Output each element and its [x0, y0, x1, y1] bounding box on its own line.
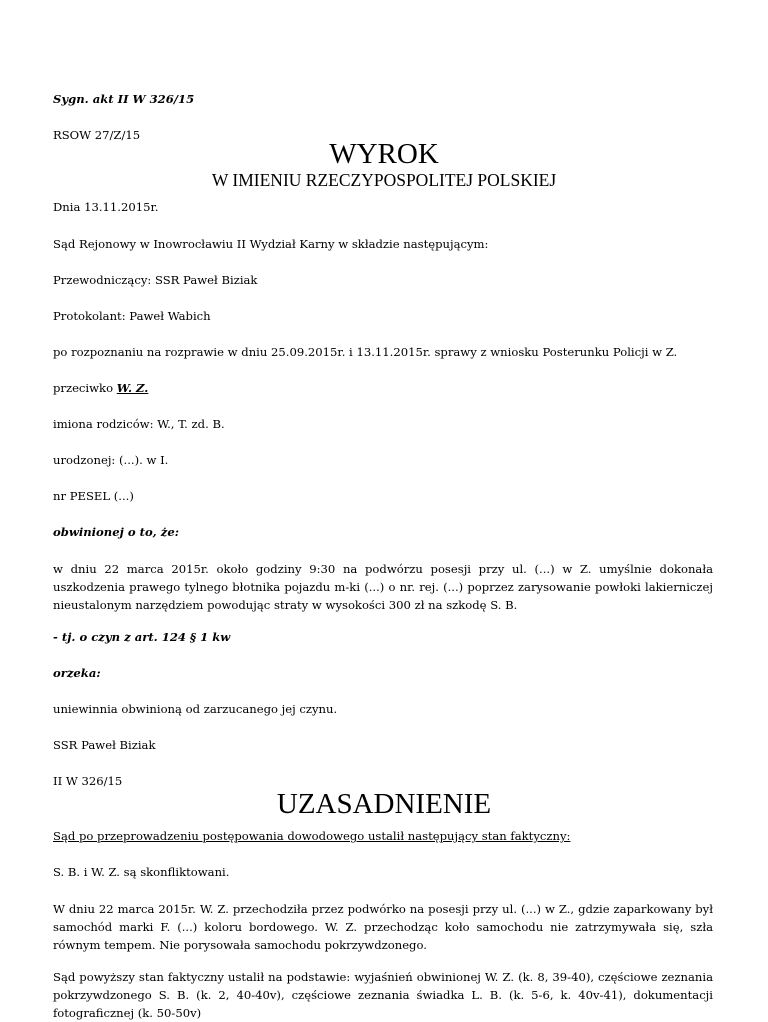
justification-intro: Sąd po przeprowadzeniu postępowania dowodowego ustalił następujący stan faktyczny: — [53, 829, 571, 843]
against-line — [53, 380, 713, 397]
article-line: - tj. o czyn z art. 124 § 1 kw — [53, 630, 231, 644]
birth-line: urodzonej: (...). w I. — [53, 453, 169, 467]
justification-title: UZASADNIENIE — [276, 788, 492, 820]
ruling-text: uniewinnia obwinioną od zarzucanego jej czynu. — [53, 702, 338, 716]
court-composition: Sąd Rejonowy w Inowrocławiu II Wydział Karny w składzie następującym: — [53, 237, 489, 251]
court-clerk: Protokolant: Paweł Wabich — [53, 309, 211, 323]
charge-paragraph: w dniu 22 marca 2015r. około godziny 9:30 na podwórzu posesji przy ul. (...) w Z. umyślnie dokonała uszkodzenia prawego tylnego błotnika pojazdu m-ki (...) o nr. rej. (...) poprzez zarysowanie powłoki lakierniczej nieustalonym narzędziem powodując straty w wysokości 300 zł na szkodę S. B. — [53, 562, 713, 612]
against-prefix: przeciwko — [53, 381, 117, 395]
presiding-judge: Przewodniczący: SSR Paweł Biziak — [53, 273, 258, 287]
verdict-date: Dnia 13.11.2015r. — [53, 200, 159, 214]
justification-paragraph-1: S. B. i W. Z. są skonfliktowani. — [53, 865, 230, 879]
proceedings-line: po rozpoznaniu na rozprawie w dniu 25.09.2015r. i 13.11.2015r. sprawy z wniosku Posterunku Policji w Z. — [53, 345, 678, 359]
pesel-line: nr PESEL (...) — [53, 489, 134, 503]
accused-heading: obwinionej o to, że: — [53, 525, 179, 539]
case-signature: Sygn. akt II W 326/15 — [53, 92, 195, 106]
accused-name: W. Z. — [116, 381, 149, 395]
judge-signature: SSR Paweł Biziak — [53, 738, 156, 752]
verdict-subtitle: W IMIENIU RZECZYPOSPOLITEJ POLSKIEJ — [211, 170, 557, 190]
rsow-number: RSOW 27/Z/15 — [53, 128, 141, 142]
ruling-heading: orzeka: — [53, 666, 101, 680]
parents-line: imiona rodziców: W., T. zd. B. — [53, 417, 225, 431]
justification-paragraph-2: W dniu 22 marca 2015r. W. Z. przechodziła przez podwórko na posesji przy ul. (...) w Z., gdzie zaparkowany był samochód marki F. (...) koloru bordowego. W. Z. przechodząc koło samochodu nie zatrzymywała się, szła równym tempem. Nie porysowała samochodu pokrzywdzonego. — [53, 902, 713, 952]
justification-paragraph-3: Sąd powyższy stan faktyczny ustalił na podstawie: wyjaśnień obwinionej W. Z. (k. 8, 39-40), częściowe zeznania pokrzywdzonego S. B. (k. 2, 40-40v), częściowe zeznania świadka L. B. (k. 5-6, k. 40v-41), dokumentacji fotograficznej (k. 50-50v) — [53, 970, 713, 1020]
case-number: II W 326/15 — [53, 774, 123, 788]
verdict-title: WYROK — [329, 138, 439, 170]
